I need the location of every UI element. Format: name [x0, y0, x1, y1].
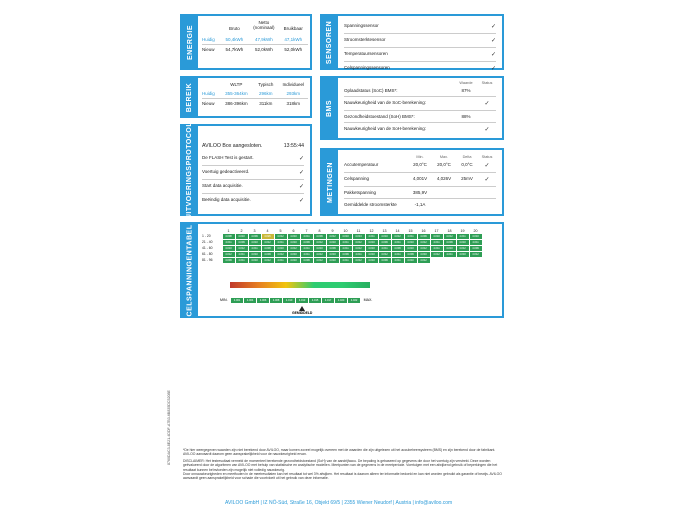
celspanning-tab: CELSPANNINGENTABEL [182, 224, 198, 316]
cell-column-header: 5 [279, 229, 282, 233]
cell-voltage: 4.010 [288, 234, 300, 239]
cell-voltage: 4.011 [392, 258, 404, 263]
cell-voltage: 4.012 [418, 258, 430, 263]
metingen-value [432, 202, 456, 207]
cell-voltage: 4.011 [340, 258, 352, 263]
cell-voltage: 4.010 [366, 246, 378, 251]
bereik-value: 293km [286, 91, 301, 96]
cell-voltage: 4.026 [262, 234, 274, 239]
bms-header-status: Status [481, 81, 493, 85]
cell-voltage: 4.010 [405, 258, 417, 263]
cell-voltage: 4.010 [366, 258, 378, 263]
cell-voltage: 4.010 [249, 240, 261, 245]
cell-voltage: 4.010 [275, 246, 287, 251]
cell-voltage: 4.009 [223, 258, 235, 263]
cell-voltage: 4.012 [418, 240, 430, 245]
footnote-disclaimer: DISCLAIMER: Het testresultaat vermeld de momenteel berekende gezondheidstoestand (SoH) van de aandrijfaccu. De bepaling is gebaseerd op gegevens die door het voertuig zijn verstrekt. Deze worden geëvalueerd door de algoritmen van AVILOO met behulp van statistische en analytische modellen. Meetpunten van de gegevens in de meetperiode. Voertuigen met een afwijkend gebruik of beperkingen die het resultaat kunnen beïnvloeden zijn mogelijk niet volledig nauwkeurig. [183, 458, 498, 472]
cell-voltage: 4.010 [327, 252, 339, 257]
cell-voltage: 4.009 [262, 252, 274, 257]
bereik-header: Typisch [258, 82, 274, 87]
check-icon: ✓ [298, 156, 304, 162]
cell-column-header: 12 [369, 229, 374, 233]
cell-voltage: 4.012 [314, 252, 326, 257]
cell-voltage: 4.011 [275, 240, 287, 245]
cell-row-label: 81 - 96 [202, 258, 213, 262]
energie-header-bruikbaar: Bruikbaar [283, 26, 303, 31]
cell-voltage: 4.010 [405, 246, 417, 251]
metingen-value: 20,0°C [413, 162, 427, 167]
bereik-value: 311km [259, 101, 273, 106]
energie-row-label: Huidig [202, 37, 215, 42]
cell-voltage: 4.011 [301, 246, 313, 251]
protocol-item: Start data acquisitie. [202, 183, 243, 188]
metingen-header: Delta [462, 155, 472, 159]
cell-voltage: 4.010 [470, 234, 482, 239]
scale-cell: 4.004 [244, 298, 256, 303]
cell-column-header: 18 [447, 229, 452, 233]
cell-voltage: 4.010 [288, 252, 300, 257]
bereik-row-label: Huidig [202, 91, 215, 96]
cell-voltage: 4.009 [379, 240, 391, 245]
energie-value: 52,0kWh [284, 47, 303, 52]
scale-cell: 4.015 [309, 298, 321, 303]
metingen-value [456, 202, 478, 207]
cell-voltage: 4.012 [418, 246, 430, 251]
cell-voltage: 4.011 [301, 234, 313, 239]
bms-value [454, 126, 478, 133]
cell-voltage: 4.011 [223, 240, 235, 245]
bms-value [454, 100, 478, 107]
energie-value: 52,0kWh [254, 47, 273, 52]
energie-header-netto: Netto (nominaal) [253, 20, 275, 30]
scale-cells [231, 297, 361, 303]
cell-voltage: 4.012 [353, 240, 365, 245]
bms-value: 87% [461, 88, 471, 93]
bms-row-label: Nauwkeurigheid van de SoC-berekening: [344, 100, 427, 105]
cell-column-header: 15 [408, 229, 413, 233]
cell-voltage: 4.012 [431, 252, 443, 257]
bms-status [478, 88, 496, 93]
cell-voltage: 4.010 [327, 240, 339, 245]
cell-voltage: 4.009 [327, 246, 339, 251]
cell-voltage: 4.010 [418, 252, 430, 257]
cell-voltage: 4.011 [470, 240, 482, 245]
cell-row-label: 21 - 40 [202, 240, 213, 244]
cell-column-header: 11 [356, 229, 361, 233]
cell-voltage: 4.009 [301, 240, 313, 245]
footnote-bms: *De hier weergegeven waarden zijn niet berekend door AVILOO, maar komen zoveel mogelijk overeen met de waarden die zijn uitgelezen uit het accubeheersysteem (BMS) en zijn berekend door de fabrikant. AVILOO aanvaardt daarom geen aansprakelijkheid voor de nauwkeurigheid ervan. [183, 448, 496, 457]
metingen-section [320, 148, 504, 216]
cell-voltage: 4.012 [262, 240, 274, 245]
cell-column-header: 4 [266, 229, 269, 233]
cell-voltage: 4.011 [275, 258, 287, 263]
cell-voltage: 4.011 [431, 240, 443, 245]
scale-cell: 4.022 [348, 298, 360, 303]
sensoren-tab: SENSOREN [322, 16, 338, 68]
cell-voltage: 4.009 [379, 258, 391, 263]
cell-voltage: 4.012 [327, 234, 339, 239]
cell-voltage: 4.010 [249, 258, 261, 263]
metingen-header: Status [481, 155, 493, 159]
cell-voltage: 4.011 [444, 252, 456, 257]
bms-tab: BMS [322, 78, 338, 138]
bms-row-label: Gezondheidstoestand (SoH) BMS*: [344, 114, 415, 119]
bereik-section [180, 76, 312, 118]
cell-voltage: 4.010 [366, 252, 378, 257]
protocol-time: 13:55:44 [283, 143, 304, 149]
scale-cell: 4.008 [270, 298, 282, 303]
protocol-item: De FLASH Test is gestart. [202, 155, 254, 160]
energie-value: 47,1kWh [284, 37, 303, 42]
cell-voltage: 4.009 [249, 234, 261, 239]
sensor-item: Temperatuursensoren [344, 51, 388, 56]
metingen-value: 385,9V [412, 190, 428, 195]
metingen-status: ✓ [484, 163, 490, 169]
cell-grid [202, 233, 498, 263]
scale-cell: 4.013 [296, 298, 308, 303]
cell-voltage: 4.012 [223, 252, 235, 257]
bereik-header: WLTP [230, 82, 243, 87]
bms-status: ✓ [484, 101, 490, 107]
cell-voltage: 4.010 [314, 246, 326, 251]
metingen-value [432, 190, 456, 195]
cell-voltage: 4.011 [431, 246, 443, 251]
scale-min-label: MIN. [220, 298, 228, 302]
metingen-value: 25mV [461, 176, 473, 181]
scale-cell: 4.001 [231, 298, 243, 303]
cell-voltage: 4.012 [457, 246, 469, 251]
protocol-header: AVILOO Box aangesloten. [202, 143, 263, 149]
cell-voltage: 4.011 [392, 240, 404, 245]
average-label: GEMIDDELD [292, 311, 313, 315]
cell-voltage: 4.009 [470, 246, 482, 251]
check-icon: ✓ [490, 66, 496, 72]
cell-voltage: 4.012 [275, 252, 287, 257]
bms-row-label: Oplaadstatus (SoC) BMS*: [344, 88, 398, 93]
metingen-value: 4,026V [436, 176, 452, 181]
cell-voltage: 4.012 [275, 234, 287, 239]
cell-voltage: 4.011 [236, 252, 248, 257]
metingen-value: -1,1A [414, 202, 426, 207]
energie-tab: ENERGIE [182, 16, 198, 68]
scale-cell: 4.006 [257, 298, 269, 303]
bereik-value: 386-396km [225, 101, 248, 106]
cell-row-label: 61 - 80 [202, 252, 213, 256]
cell-row [202, 257, 498, 263]
protocol-item: Voertuig gedeactiveerd. [202, 169, 250, 174]
cell-voltage: 4.011 [457, 234, 469, 239]
cell-voltage: 4.011 [236, 258, 248, 263]
metingen-label: Accutemperatuur [344, 162, 379, 167]
scale-cell: 4.020 [335, 298, 347, 303]
cell-voltage: 4.012 [262, 258, 274, 263]
cell-column-header: 1 [227, 229, 230, 233]
cell-column-header: 13 [382, 229, 387, 233]
check-icon: ✓ [490, 52, 496, 58]
cell-column-header: 9 [331, 229, 334, 233]
cell-voltage: 4.012 [288, 246, 300, 251]
energie-header-bruto: Bruto [229, 26, 240, 31]
bms-header-waarde: Waarde [459, 81, 473, 85]
cell-voltage: 4.011 [405, 234, 417, 239]
cell-voltage: 4.011 [340, 240, 352, 245]
cell-voltage: 4.010 [288, 240, 300, 245]
cell-voltage: 4.009 [418, 234, 430, 239]
cell-voltage: 4.009 [340, 252, 352, 257]
sensoren-section [320, 14, 504, 70]
metingen-label: Celspanning [344, 176, 370, 181]
cell-voltage: 4.009 [444, 240, 456, 245]
bereik-row-label: Nieuw [202, 101, 215, 106]
bereik-value: 296km [259, 91, 273, 96]
protocol-item: Beëindig data acquisitie. [202, 197, 251, 202]
check-icon: ✓ [490, 38, 496, 44]
cell-voltage: 4.012 [392, 234, 404, 239]
metingen-value: 20,0°C [437, 162, 451, 167]
bms-section [320, 76, 504, 140]
cell-voltage: 4.011 [366, 234, 378, 239]
cell-voltage: 4.009 [314, 234, 326, 239]
metingen-header: Max. [439, 155, 449, 159]
sensor-item: Stroomsterktesensor [344, 37, 386, 42]
voltage-gradient-bar [230, 282, 370, 288]
bms-row-label: Nauwkeurigheid van de SoH-berekening: [344, 126, 427, 131]
cell-voltage: 4.010 [223, 246, 235, 251]
metingen-value: 4,001V [412, 176, 428, 181]
cell-voltage: 4.012 [314, 258, 326, 263]
bereik-value: 318km [286, 101, 301, 106]
metingen-value [456, 190, 478, 195]
sensor-item: Celspanningssensoren [344, 65, 390, 70]
energie-value: 47,9kWh [254, 37, 273, 42]
document-id: 8760DAC3-8E21-4DDF-A7B3-6B835DC5208E [167, 390, 171, 465]
cell-voltage: 4.011 [353, 252, 365, 257]
check-icon: ✓ [298, 198, 304, 204]
cell-voltage: 4.012 [379, 252, 391, 257]
cell-voltage: 4.009 [392, 246, 404, 251]
bereik-header: Individueel [282, 82, 305, 87]
scale-cell: 4.017 [322, 298, 334, 303]
cell-voltage: 4.009 [262, 246, 274, 251]
metingen-value: 0,0°C [461, 162, 473, 167]
cell-column-header: 8 [318, 229, 321, 233]
cell-voltage: 4.012 [236, 246, 248, 251]
cell-voltage: 4.012 [353, 258, 365, 263]
uitvoering-tab: UITVOERINGSPROTOCOL [182, 126, 198, 214]
cell-voltage: 4.011 [249, 246, 261, 251]
cell-column-header: 7 [305, 229, 308, 233]
cell-voltage: 4.010 [366, 240, 378, 245]
cell-voltage: 4.011 [379, 246, 391, 251]
cell-voltage: 4.010 [405, 240, 417, 245]
cell-column-header: 20 [473, 229, 478, 233]
energie-section [180, 14, 312, 70]
cell-voltage: 4.012 [444, 234, 456, 239]
cell-row-label: 1 - 20 [202, 234, 211, 238]
energie-value: 54,7kWh [225, 47, 244, 52]
bms-status: ✓ [484, 127, 490, 133]
cell-voltage: 4.010 [379, 234, 391, 239]
cell-column-header: 2 [240, 229, 243, 233]
cell-voltage: 4.012 [353, 246, 365, 251]
energie-row-label: Nieuw [202, 47, 215, 52]
cell-column-header-row [222, 229, 498, 233]
cell-voltage: 4.010 [340, 234, 352, 239]
cell-voltage: 4.010 [288, 258, 300, 263]
cell-column-header: 17 [434, 229, 439, 233]
sensor-item: Spanningssensor [344, 23, 379, 28]
cell-voltage: 4.012 [470, 252, 482, 257]
cell-voltage: 4.010 [236, 234, 248, 239]
cell-column-header: 6 [292, 229, 295, 233]
check-icon: ✓ [298, 184, 304, 190]
energie-value: 50,4kWh [225, 37, 244, 42]
cell-column-header: 10 [343, 229, 348, 233]
cell-row [202, 239, 498, 245]
cell-voltage: 4.008 [223, 234, 235, 239]
cell-voltage: 4.011 [392, 252, 404, 257]
cell-voltage: 4.011 [340, 246, 352, 251]
scale-max-label: MAX. [363, 298, 373, 302]
check-icon: ✓ [490, 24, 496, 30]
cell-voltage: 4.009 [301, 258, 313, 263]
check-icon: ✓ [298, 170, 304, 176]
cell-voltage: 4.010 [249, 252, 261, 257]
cell-column-header: 16 [421, 229, 426, 233]
cell-voltage: 4.009 [405, 252, 417, 257]
cell-column-header: 3 [253, 229, 256, 233]
metingen-status: ✓ [484, 177, 490, 183]
report-page [165, 0, 520, 514]
cell-voltage: 4.010 [444, 246, 456, 251]
metingen-label: Gemiddelde stroomsterkte [344, 202, 397, 207]
bms-status [478, 114, 496, 119]
cell-voltage: 4.010 [457, 240, 469, 245]
cell-voltage: 4.011 [301, 252, 313, 257]
cell-row-label: 41 - 60 [202, 246, 213, 250]
cell-voltage: 4.010 [431, 234, 443, 239]
metingen-header: Min. [416, 155, 424, 159]
celspanning-section [180, 222, 504, 318]
cell-column-header: 19 [460, 229, 465, 233]
bereik-tab: BEREIK [182, 78, 198, 116]
cell-voltage: 4.010 [457, 252, 469, 257]
cell-row [202, 245, 498, 251]
cell-voltage: 4.010 [327, 258, 339, 263]
footer-address: AVILOO GmbH | IZ NÖ-Süd, Straße 16, Objekt 69/5 | 2355 Wiener Neudorf | Austria | info@aviloo.com [225, 500, 453, 506]
cell-voltage: 4.013 [353, 234, 365, 239]
scale-cell: 4.010 [283, 298, 295, 303]
bms-value: 88% [461, 114, 471, 119]
cell-row [202, 251, 498, 257]
cell-column-header: 14 [395, 229, 400, 233]
uitvoering-section [180, 121, 312, 219]
cell-voltage: 4.009 [236, 240, 248, 245]
metingen-label: Pakketspanning [344, 190, 377, 195]
metingen-tab: METINGEN [322, 150, 338, 214]
cell-row [202, 233, 498, 239]
cell-voltage: 4.012 [314, 240, 326, 245]
footnote-accuracy: Door onnauwkeurigheden en meetfouten in de meetresultaten kan het resultaat tot wel 3% afwijken. Het resultaat is daarom alleen ter informatie bedoeld en kan niet worden gebruikt als garantie of bewijs. AVILOO aanvaardt geen aansprakelijkheid voor schade die voortvloeit uit het gebruik van deze informatie. [183, 472, 502, 481]
bereik-value: 355-364km [225, 91, 248, 96]
